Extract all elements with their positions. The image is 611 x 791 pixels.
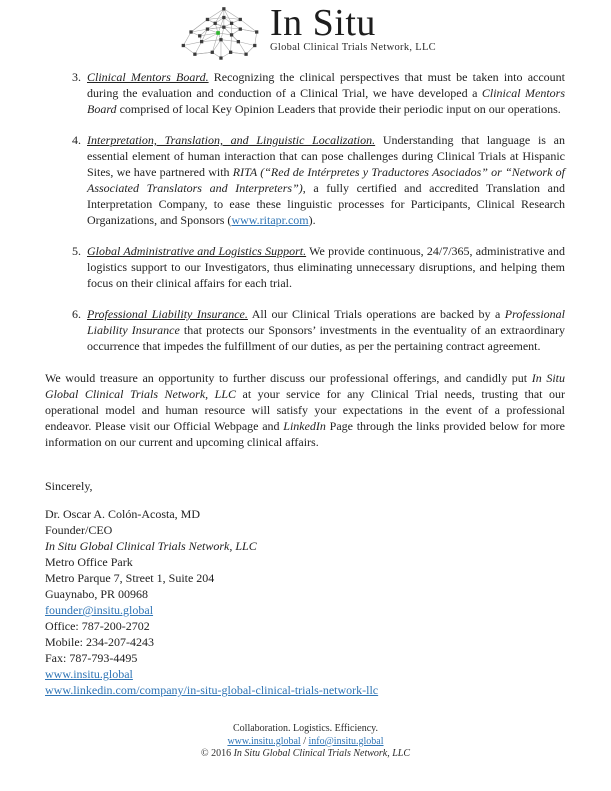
signature-line bbox=[45, 618, 565, 634]
list-item-number: 6. bbox=[72, 307, 81, 321]
signature-line bbox=[45, 538, 565, 554]
address-line: Metro Office Park bbox=[45, 555, 133, 569]
address-line: Metro Parque 7, Street 1, Suite 204 bbox=[45, 571, 215, 585]
text-segment: Clinical Mentors Board bbox=[87, 86, 565, 116]
list-item bbox=[45, 132, 565, 228]
company-name: In Situ Global Clinical Trials Network, LLC bbox=[45, 539, 257, 553]
signature-line bbox=[45, 602, 565, 618]
signature-line bbox=[45, 682, 565, 698]
text-segment: Clinical Mentors Board. bbox=[87, 70, 209, 84]
signature-line bbox=[45, 586, 565, 602]
text-segment: RITA (“Red de Intérpretes y Traductores Asociados” or “Network of Associated Translators and Interpreters”) bbox=[87, 165, 565, 195]
list-item bbox=[45, 306, 565, 354]
fax-number: Fax: 787-793-4495 bbox=[45, 651, 138, 665]
text-segment: Global Administrative and Logistics Support. bbox=[87, 244, 307, 258]
footer-email-link[interactable]: info@insitu.global bbox=[308, 735, 384, 747]
text-segment: , a fully certified and accredited Translation and Interpretation Company, to ease these linguistic processes for Participants, Clinical Research Organizations, and Sponsors ( bbox=[87, 181, 565, 227]
text-segment: Professional Liability Insurance. bbox=[87, 307, 248, 321]
text-segment: In Situ Global Clinical Trials Network, LLC bbox=[233, 748, 411, 759]
signature-line bbox=[45, 650, 565, 666]
website-link[interactable]: www.insitu.global bbox=[45, 667, 133, 681]
signature-block bbox=[45, 506, 565, 698]
logo-title: In Situ bbox=[270, 2, 376, 44]
text-segment: We provide continuous, 24/7/365, administrative and logistics support to our Investigators, thus eliminating unnecessary disruptions, and helping them focus on their clinical affairs for each trial. bbox=[87, 244, 566, 290]
footer-website-link[interactable]: www.insitu.global bbox=[227, 735, 301, 747]
office-phone: Office: 787-200-2702 bbox=[45, 619, 150, 633]
list-item bbox=[45, 243, 565, 291]
list-item-number: 5. bbox=[72, 244, 81, 258]
text-segment: We would treasure an opportunity to further discuss our professional offerings, and candidly put bbox=[45, 371, 532, 385]
signature-line bbox=[45, 570, 565, 586]
text-segment: ). bbox=[308, 213, 316, 227]
page-footer bbox=[0, 723, 611, 761]
list-item-text bbox=[87, 243, 565, 291]
founder-email-link[interactable]: founder@insitu.global bbox=[45, 603, 154, 617]
text-segment: comprised of local Key Opinion Leaders that provide their periodic input on our operations. bbox=[116, 102, 561, 116]
signature-line bbox=[45, 554, 565, 570]
salutation: Sincerely, bbox=[45, 479, 93, 493]
mobile-phone: Mobile: 234-207-4243 bbox=[45, 635, 154, 649]
text-segment: that protects our Sponsors’ investments in the eventuality of an extraordinary occurrence that impedes the fulfillment of our duties, as per the pertaining contract agreement. bbox=[87, 323, 565, 353]
text-segment: Professional Liability Insurance bbox=[87, 307, 565, 337]
text-segment: / bbox=[300, 735, 309, 747]
ritapr-link[interactable]: www.ritapr.com bbox=[231, 213, 309, 227]
list-item-text bbox=[87, 306, 565, 354]
list-item-number: 3. bbox=[72, 70, 81, 84]
numbered-list bbox=[45, 69, 565, 354]
logo-subtitle: Global Clinical Trials Network, LLC bbox=[270, 42, 436, 53]
list-item-text bbox=[87, 69, 565, 117]
company-logo bbox=[45, 3, 565, 60]
footer-links bbox=[0, 736, 611, 749]
list-item bbox=[45, 69, 565, 117]
signatory-name: Dr. Oscar A. Colón-Acosta, MD bbox=[45, 507, 200, 521]
closing-paragraph bbox=[45, 370, 565, 450]
address-line: Guaynabo, PR 00968 bbox=[45, 587, 148, 601]
network-logo-graphic bbox=[174, 4, 266, 60]
text-segment: All our Clinical Trials operations are backed by a bbox=[247, 307, 505, 321]
footer-tagline: Collaboration. Logistics. Efficiency. bbox=[233, 723, 378, 734]
text-segment: at your service for any Clinical Trial needs, trusting that our operational model and human resource will satisfy your expectations in the event of a professional endeavor. Please visit our Official Webpage and bbox=[45, 387, 565, 433]
list-item-text bbox=[87, 132, 565, 228]
text-segment: © 2016 bbox=[200, 748, 234, 759]
text-segment: Understanding that language is an essential element of human interaction that can pose challenges during Clinical Trials at Hispanic Sites, we have partnered with bbox=[87, 133, 565, 179]
linkedin-link[interactable]: www.linkedin.com/company/in-situ-global-clinical-trials-network-llc bbox=[45, 683, 379, 697]
letter-body bbox=[45, 69, 565, 698]
signatory-title: Founder/CEO bbox=[45, 523, 113, 537]
signature-line bbox=[45, 506, 565, 522]
text-segment: Interpretation, Translation, and Linguistic Localization. bbox=[87, 133, 376, 147]
text-segment: LinkedIn bbox=[283, 419, 326, 433]
green-node bbox=[216, 31, 220, 35]
logo-text bbox=[270, 3, 436, 53]
text-segment: Recognizing the clinical perspectives that must be taken into account during the evaluation and conduction of a Clinical Trial, we have developed a bbox=[87, 70, 566, 100]
signature-line bbox=[45, 634, 565, 650]
footer-copyright bbox=[0, 748, 611, 761]
text-segment: In Situ Global Clinical Trials Network, LLC bbox=[45, 371, 565, 401]
list-item-number: 4. bbox=[72, 133, 81, 147]
signature-line bbox=[45, 522, 565, 538]
text-segment: Page through the links provided below for more information on our current and upcoming clinical affairs. bbox=[45, 419, 565, 449]
signature-line bbox=[45, 666, 565, 682]
